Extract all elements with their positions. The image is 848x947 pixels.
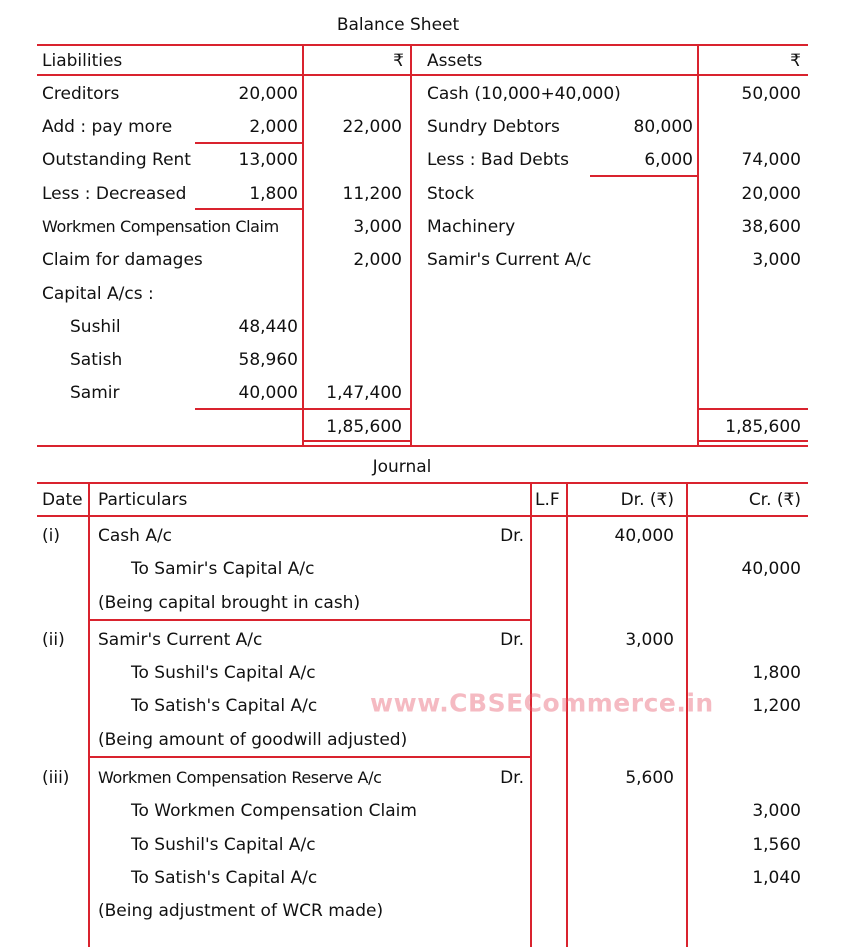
liability-inner-amount: 20,000 bbox=[238, 84, 298, 104]
liability-label: Creditors bbox=[42, 84, 120, 104]
bs-total-rule bbox=[698, 408, 808, 410]
asset-label: Stock bbox=[427, 184, 475, 204]
liability-inner-amount: 48,440 bbox=[238, 317, 298, 337]
narration: (Being capital brought in cash) bbox=[98, 593, 361, 613]
bs-total-double-rule bbox=[698, 440, 808, 442]
credit-account: To Sushil's Capital A/c bbox=[131, 835, 316, 855]
liability-label: Less : Decreased bbox=[42, 184, 187, 204]
journal-entry-separator bbox=[89, 619, 531, 621]
liability-amount: 2,000 bbox=[353, 250, 402, 270]
asset-amount: 3,000 bbox=[752, 250, 801, 270]
dr-amount: 3,000 bbox=[625, 630, 674, 650]
asset-label: Less : Bad Debts bbox=[427, 150, 570, 170]
assets-total: 1,85,600 bbox=[725, 417, 801, 437]
bs-header-rule bbox=[37, 74, 808, 76]
credit-account: To Satish's Capital A/c bbox=[131, 696, 318, 716]
liability-label: Satish bbox=[70, 350, 123, 370]
liability-label: Capital A/cs : bbox=[42, 284, 154, 304]
cr-amount: 1,040 bbox=[752, 868, 801, 888]
bs-top-rule bbox=[37, 44, 808, 46]
journal-entry-separator bbox=[89, 756, 531, 758]
watermark: www.CBSECommerce.in bbox=[370, 688, 714, 718]
dr-marker: Dr. bbox=[500, 630, 524, 650]
liability-inner-amount: 13,000 bbox=[238, 150, 298, 170]
cr-amount: 40,000 bbox=[741, 559, 801, 579]
liability-label: Sushil bbox=[70, 317, 121, 337]
entry-date: (ii) bbox=[42, 630, 65, 650]
liability-label: Claim for damages bbox=[42, 250, 203, 270]
liability-inner-amount: 1,800 bbox=[249, 184, 298, 204]
debit-account: Cash A/c bbox=[98, 526, 173, 546]
bs-subtotal-underline bbox=[195, 208, 303, 210]
bs-total-double-rule bbox=[303, 440, 411, 442]
credit-account: To Samir's Capital A/c bbox=[131, 559, 315, 579]
liability-label: Outstanding Rent bbox=[42, 150, 191, 170]
liability-amount: 11,200 bbox=[342, 184, 402, 204]
dr-amount: 5,600 bbox=[625, 768, 674, 788]
liability-inner-amount: 40,000 bbox=[238, 383, 298, 403]
rupee-icon: ₹ bbox=[393, 51, 404, 71]
journal-title: Journal bbox=[372, 457, 432, 477]
journal-header-date: Date bbox=[42, 490, 83, 510]
assets-header: Assets bbox=[427, 51, 483, 71]
debit-account: Workmen Compensation Reserve A/c bbox=[98, 768, 382, 787]
narration: (Being amount of goodwill adjusted) bbox=[98, 730, 408, 750]
asset-label: Sundry Debtors bbox=[427, 117, 560, 137]
journal-header-dr: Dr. (₹) bbox=[620, 490, 674, 510]
bs-col-divider bbox=[302, 44, 304, 447]
journal-header-lf: L.F bbox=[535, 490, 560, 510]
bs-col-divider bbox=[410, 44, 412, 447]
debit-account: Samir's Current A/c bbox=[98, 630, 263, 650]
bs-col-divider bbox=[697, 44, 699, 447]
liability-inner-amount: 58,960 bbox=[238, 350, 298, 370]
balance-sheet-title: Balance Sheet bbox=[336, 15, 460, 35]
asset-amount: 50,000 bbox=[741, 84, 801, 104]
asset-inner-amount: 6,000 bbox=[644, 150, 693, 170]
dr-marker: Dr. bbox=[500, 526, 524, 546]
journal-top-rule bbox=[37, 482, 808, 484]
liability-amount: 3,000 bbox=[353, 217, 402, 237]
journal-header-rule bbox=[37, 515, 808, 517]
credit-account: To Satish's Capital A/c bbox=[131, 868, 318, 888]
bs-bottom-rule bbox=[37, 445, 808, 447]
asset-amount: 20,000 bbox=[741, 184, 801, 204]
liability-label: Samir bbox=[70, 383, 120, 403]
entry-date: (i) bbox=[42, 526, 60, 546]
asset-amount: 38,600 bbox=[741, 217, 801, 237]
cr-amount: 3,000 bbox=[752, 801, 801, 821]
cr-amount: 1,200 bbox=[752, 696, 801, 716]
liabilities-header: Liabilities bbox=[42, 51, 123, 71]
liability-label: Workmen Compensation Claim bbox=[42, 217, 279, 236]
journal-header-cr: Cr. (₹) bbox=[748, 490, 801, 510]
entry-date: (iii) bbox=[42, 768, 70, 788]
journal-col-divider bbox=[88, 482, 90, 947]
cr-amount: 1,560 bbox=[752, 835, 801, 855]
asset-label: Cash (10,000+40,000) bbox=[427, 84, 621, 104]
narration: (Being adjustment of WCR made) bbox=[98, 901, 384, 921]
credit-account: To Workmen Compensation Claim bbox=[131, 801, 417, 821]
dr-amount: 40,000 bbox=[614, 526, 674, 546]
bs-subtotal-underline bbox=[195, 142, 303, 144]
dr-marker: Dr. bbox=[500, 768, 524, 788]
liability-label: Add : pay more bbox=[42, 117, 173, 137]
bs-subtotal-underline bbox=[590, 175, 698, 177]
liability-inner-amount: 2,000 bbox=[249, 117, 298, 137]
asset-amount: 74,000 bbox=[741, 150, 801, 170]
liabilities-total: 1,85,600 bbox=[326, 417, 402, 437]
liability-amount: 1,47,400 bbox=[326, 383, 402, 403]
cr-amount: 1,800 bbox=[752, 663, 801, 683]
journal-header-particulars: Particulars bbox=[98, 490, 188, 510]
asset-label: Samir's Current A/c bbox=[427, 250, 592, 270]
credit-account: To Sushil's Capital A/c bbox=[131, 663, 316, 683]
liability-amount: 22,000 bbox=[342, 117, 402, 137]
asset-label: Machinery bbox=[427, 217, 516, 237]
asset-inner-amount: 80,000 bbox=[633, 117, 693, 137]
rupee-icon: ₹ bbox=[790, 51, 801, 71]
